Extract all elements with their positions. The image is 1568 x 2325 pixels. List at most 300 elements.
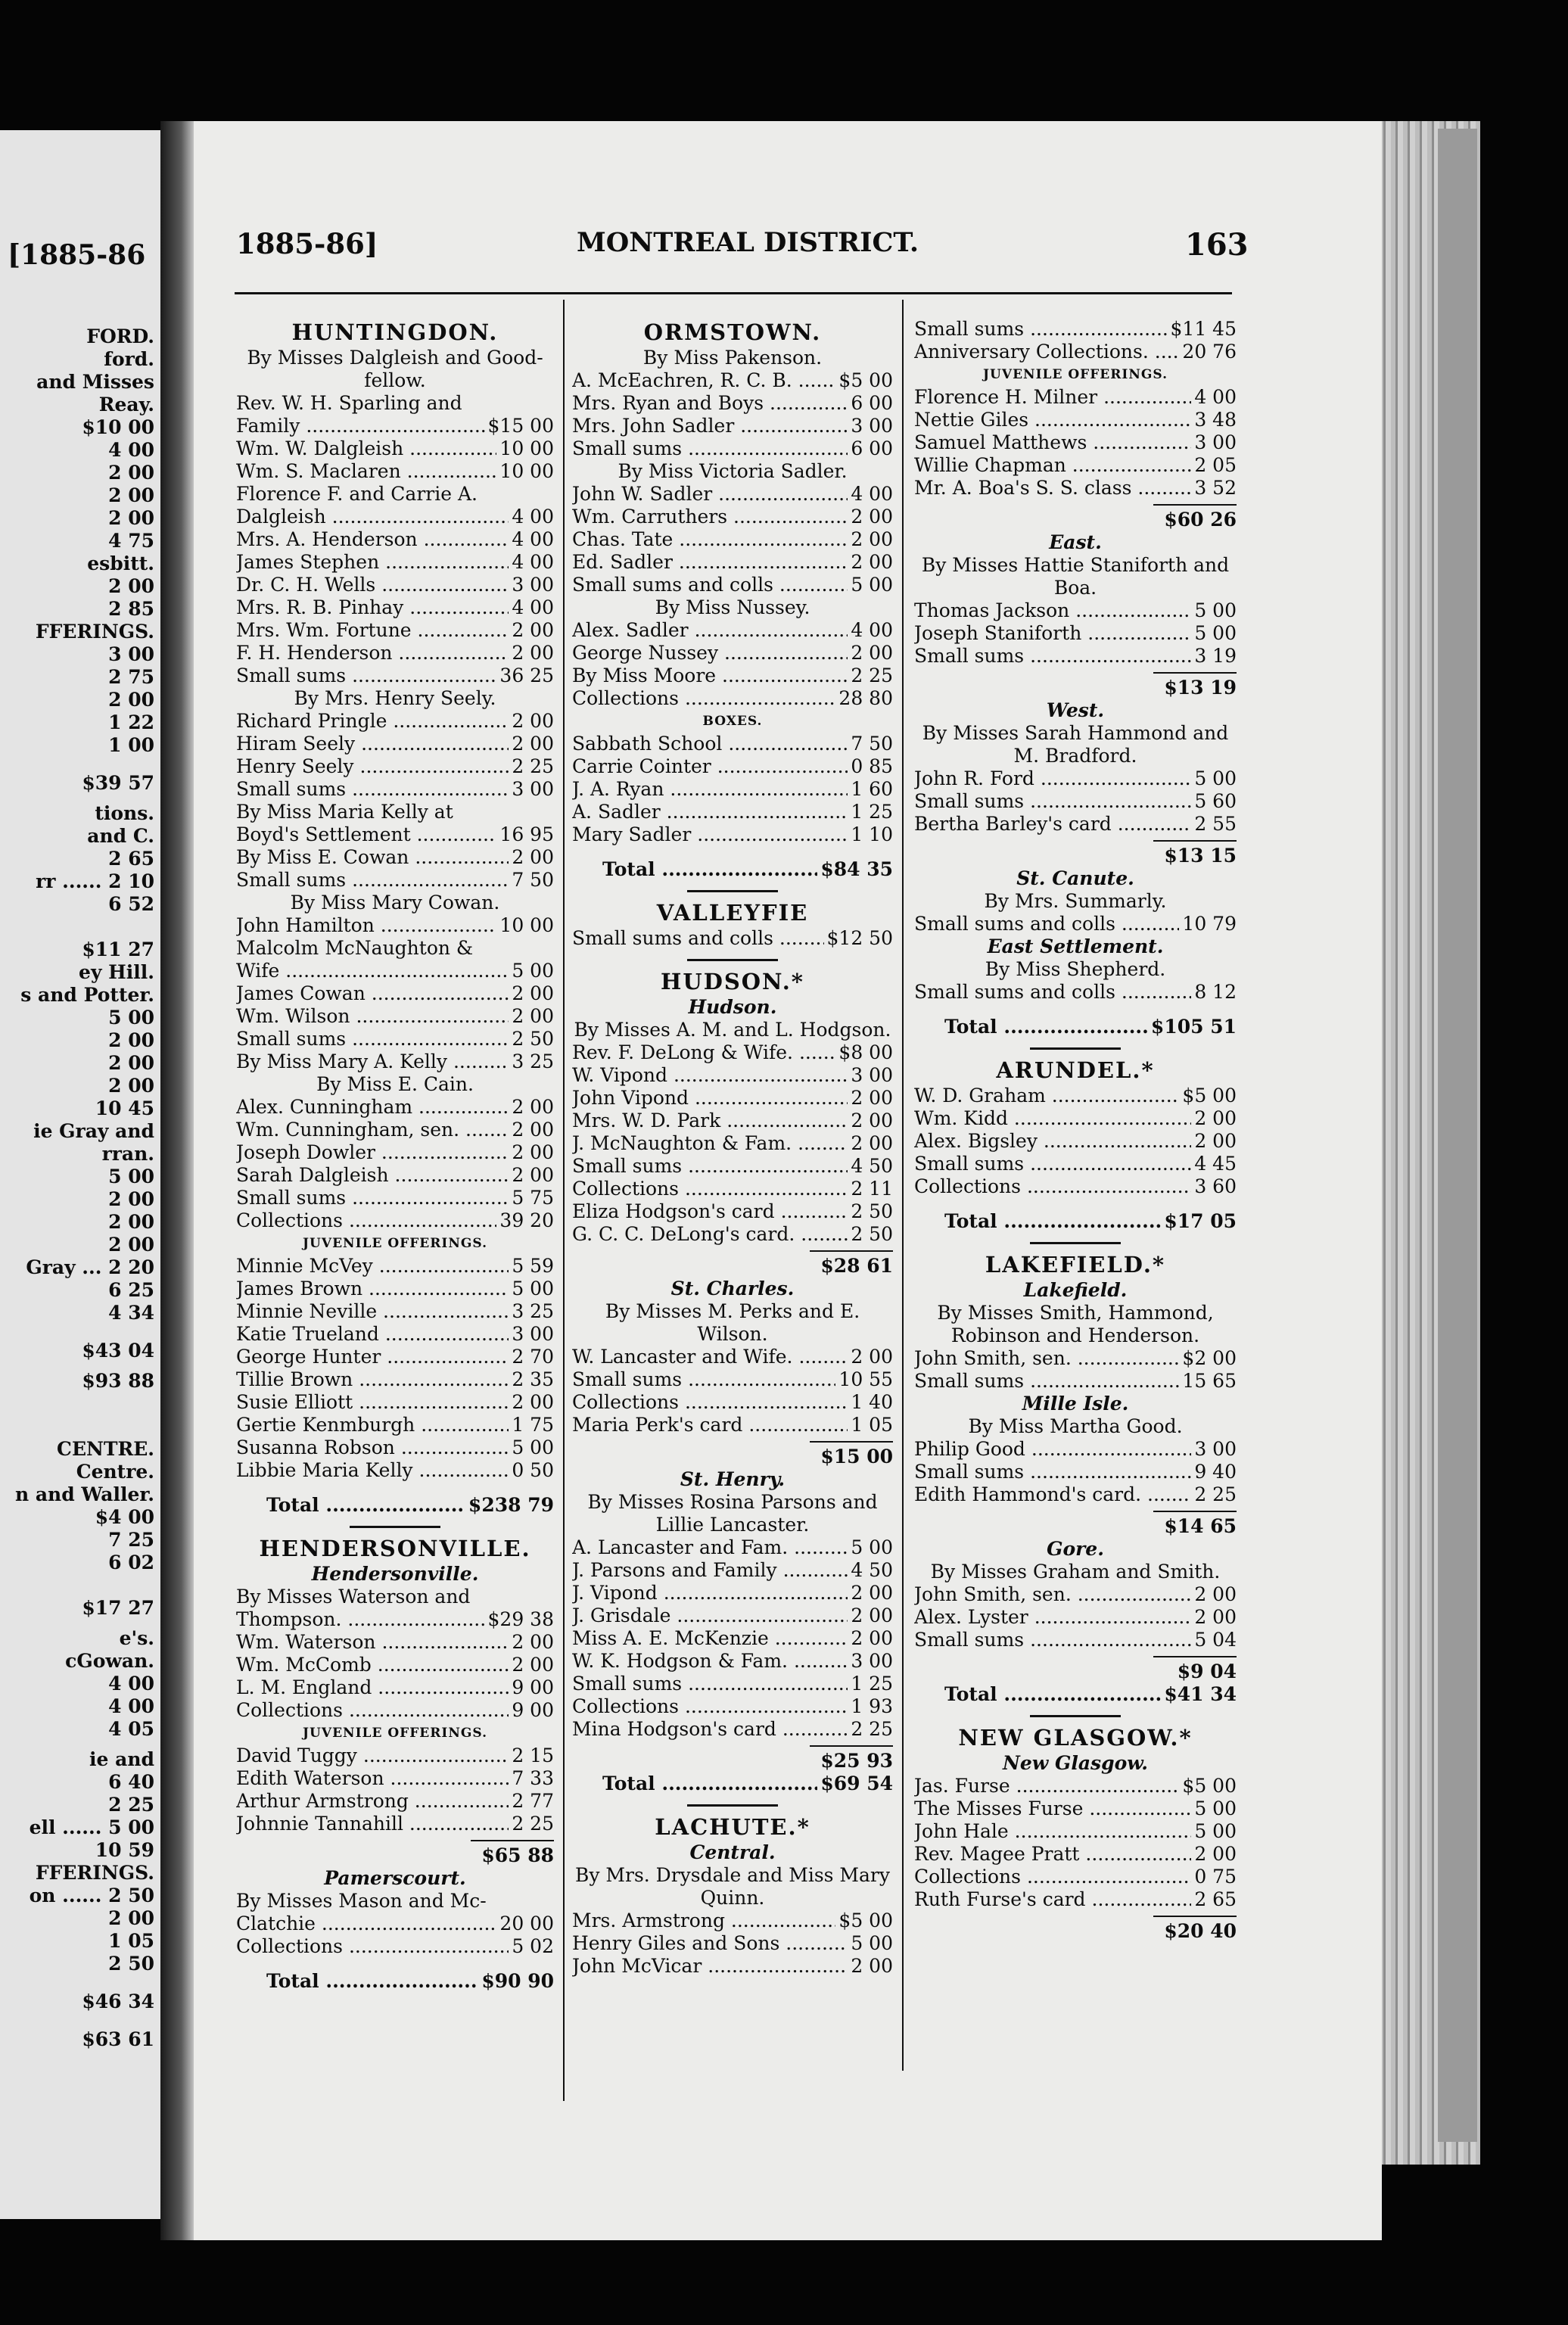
entry-row <box>572 642 893 665</box>
subtotal-amount: $28 61 <box>810 1250 893 1278</box>
entry-amount: 2 15 <box>512 1745 554 1766</box>
entry-amount: 9 00 <box>512 1699 554 1721</box>
entry-amount: 4 45 <box>1194 1153 1237 1175</box>
entry-row <box>914 477 1237 500</box>
entry-name: W. Vipond ..... <box>572 1064 848 1087</box>
entry-row <box>572 1178 893 1200</box>
entry-amount: 2 25 <box>851 1718 893 1740</box>
prev-page-text: $10 00 <box>82 416 154 438</box>
total-row <box>914 1210 1237 1233</box>
entry-name: Edith Hammond's card. ..... <box>914 1483 1191 1506</box>
prev-page-text: 2 00 <box>108 1188 154 1210</box>
total-amount: $17 05 <box>1164 1210 1237 1232</box>
entry-row <box>572 1604 893 1627</box>
entry-row <box>572 1391 893 1414</box>
entry-amount: 9 00 <box>512 1676 554 1698</box>
entry-name: F. H. Henderson ..... <box>236 642 509 665</box>
previous-page-fragment <box>0 130 163 2219</box>
entry-row <box>914 1130 1237 1153</box>
entry-name: David Tuggy ..... <box>236 1745 509 1767</box>
entry-name: Wm. W. Dalgleish ..... <box>236 437 496 460</box>
entry-amount: 7 50 <box>851 733 893 755</box>
entry-name: Nettie Giles ..... <box>914 409 1191 431</box>
entry-row <box>914 1085 1237 1107</box>
entry-name: Chas. Tate ..... <box>572 528 848 551</box>
entry-name: J. McNaughton & Fam. ..... <box>572 1132 848 1155</box>
entry-name: Sabbath School ..... <box>572 733 848 755</box>
section-heading: LACHUTE.* <box>655 1814 810 1840</box>
prev-page-text: $63 61 <box>82 2028 154 2050</box>
subsection-heading: Lakefield. <box>1023 1279 1128 1301</box>
entry-name: Small sums ..... <box>914 1461 1191 1483</box>
entry-amount: 2 00 <box>512 1141 554 1163</box>
subsection-heading: St. Henry. <box>680 1468 786 1490</box>
section-separator <box>1030 1715 1121 1717</box>
entry-name: W. Lancaster and Wife. ..... <box>572 1346 848 1368</box>
prev-page-text: 2 00 <box>108 575 154 597</box>
prev-page-text: 5 00 <box>108 1007 154 1029</box>
entry-row <box>236 665 554 687</box>
collector-line: By Miss Nussey. <box>655 596 810 618</box>
total-row <box>914 1683 1237 1706</box>
entry-name: Small sums ..... <box>914 1153 1191 1175</box>
entry-row <box>236 1790 554 1813</box>
entry-row <box>572 437 893 460</box>
entry-name: J. Grisdale ..... <box>572 1604 848 1627</box>
spacer <box>236 1482 554 1494</box>
prev-page-text: ford. <box>104 348 154 370</box>
entry-name: By Miss E. Cowan ..... <box>236 846 509 869</box>
entry-name: James Cowan ..... <box>236 982 509 1005</box>
entry-amount: 5 00 <box>1194 599 1237 621</box>
entry-name: Libbie Maria Kelly ..... <box>236 1459 509 1482</box>
entry-row <box>914 431 1237 454</box>
section-separator <box>350 1526 440 1528</box>
subtotal-amount: $15 00 <box>810 1441 893 1468</box>
subsection-heading: Hendersonville. <box>311 1563 479 1585</box>
entry-amount: 28 80 <box>838 687 893 709</box>
entry-name-line: Malcolm McNaughton & <box>236 937 474 959</box>
entry-name: Wm. Cunningham, sen. ..... <box>236 1119 509 1141</box>
entry-row <box>914 386 1237 409</box>
total-amount: $238 79 <box>468 1494 554 1516</box>
entry-row <box>236 1767 554 1790</box>
entry-amount: 1 25 <box>851 1673 893 1695</box>
entry-name: Minnie McVey ..... <box>236 1255 509 1278</box>
prev-page-text: ie and <box>89 1748 154 1770</box>
entry-row <box>572 1695 893 1718</box>
prev-page-text: 4 05 <box>108 1718 154 1740</box>
entry-row <box>236 1436 554 1459</box>
entry-amount: $2 00 <box>1182 1347 1237 1369</box>
entry-amount: 1 40 <box>851 1391 893 1413</box>
prev-page-text: $39 57 <box>82 772 154 794</box>
entry-name: Collections ..... <box>914 1175 1191 1198</box>
entry-amount: 0 75 <box>1194 1866 1237 1888</box>
entry-row <box>236 1096 554 1119</box>
entry-name: Small sums ..... <box>572 1673 848 1695</box>
prev-page-text: 2 00 <box>108 1075 154 1097</box>
entry-row <box>236 982 554 1005</box>
entry-amount: 10 55 <box>838 1368 893 1390</box>
collector-line: By Miss Pakenson. <box>642 347 823 369</box>
section-heading: HENDERSONVILLE. <box>259 1536 531 1561</box>
entry-name: Small sums ..... <box>914 1370 1179 1393</box>
entry-amount: 20 76 <box>1182 341 1237 363</box>
total-row <box>914 1016 1237 1038</box>
entry-amount: 2 00 <box>851 1627 893 1649</box>
total-label: Total ..... <box>914 1210 1161 1233</box>
prev-page-text: 2 85 <box>108 598 154 620</box>
prev-page-text: esbitt. <box>87 552 154 574</box>
entry-row <box>236 778 554 801</box>
total-amount: $84 35 <box>820 858 893 880</box>
entry-row <box>572 1650 893 1673</box>
prev-page-text: 10 45 <box>95 1097 154 1119</box>
entry-name-line: By Miss Maria Kelly at <box>236 801 453 823</box>
entry-name: Johnnie Tannahill ..... <box>236 1813 509 1835</box>
entry-amount: 2 00 <box>851 642 893 664</box>
entry-row <box>236 1141 554 1164</box>
prev-page-text: n and Waller. <box>14 1483 154 1505</box>
entry-row <box>572 1041 893 1064</box>
header-rule <box>235 292 1232 294</box>
collector-line: By Misses Hattie Staniforth and Boa. <box>921 554 1230 599</box>
entry-amount: $5 00 <box>1182 1775 1237 1797</box>
entry-amount: 2 11 <box>851 1178 893 1200</box>
entry-name-line: By Misses Mason and Mc- <box>236 1890 487 1912</box>
prev-page-text: 6 40 <box>108 1771 154 1793</box>
entry-row <box>914 645 1237 668</box>
prev-page-text: Centre. <box>76 1461 154 1483</box>
prev-page-text: 2 25 <box>108 1794 154 1816</box>
entry-row <box>572 1368 893 1391</box>
entry-row <box>236 1005 554 1028</box>
entry-amount: 4 50 <box>851 1559 893 1581</box>
entry-name: Collections ..... <box>572 1391 848 1414</box>
section-heading: LAKEFIELD.* <box>985 1252 1166 1278</box>
entry-row <box>572 1132 893 1155</box>
entry-amount: 4 00 <box>1194 386 1237 408</box>
entry-row <box>572 1559 893 1582</box>
entry-amount: 4 00 <box>512 596 554 618</box>
entry-name: Tillie Brown ..... <box>236 1368 509 1391</box>
entry-name: Mr. A. Boa's S. S. class ..... <box>914 477 1191 500</box>
entry-row <box>236 733 554 755</box>
entry-name: Henry Seely ..... <box>236 755 509 778</box>
prev-page-text: 4 34 <box>108 1302 154 1324</box>
collector-line: By Misses Smith, Hammond, Robinson and Henderson. <box>937 1302 1214 1346</box>
entry-row <box>572 755 893 778</box>
entry-amount: $11 45 <box>1170 318 1237 340</box>
entry-name: Mrs. Wm. Fortune ..... <box>236 619 509 642</box>
total-amount: $90 90 <box>481 1970 554 1992</box>
collector-line: By Misses Graham and Smith. <box>930 1561 1221 1583</box>
entry-amount: 2 65 <box>1194 1888 1237 1910</box>
entry-amount: 2 25 <box>1194 1483 1237 1505</box>
entry-amount: 2 00 <box>851 1955 893 1977</box>
entry-row <box>236 846 554 869</box>
prev-page-text: $11 27 <box>82 938 154 960</box>
book-spine <box>160 121 195 2240</box>
entry-name: Edith Waterson ..... <box>236 1767 509 1790</box>
entry-amount: 5 00 <box>512 960 554 982</box>
prev-page-text: FFERINGS. <box>35 1862 154 1884</box>
entry-name: Collections ..... <box>236 1209 496 1232</box>
entry-name: John Hamilton ..... <box>236 914 496 937</box>
entry-name: Maria Perk's card ..... <box>572 1414 848 1436</box>
entry-row <box>236 1676 554 1699</box>
entry-name: Small sums and colls ..... <box>914 981 1191 1004</box>
entry-name: Mrs. Ryan and Boys ..... <box>572 392 848 415</box>
entry-row <box>572 1087 893 1110</box>
section-heading: ORMSTOWN. <box>643 319 822 345</box>
entry-amount: 2 05 <box>1194 454 1237 476</box>
entry-row <box>236 1391 554 1414</box>
entry-row <box>572 369 893 392</box>
prev-page-text: and Misses <box>36 371 154 393</box>
entry-name: James Brown ..... <box>236 1278 509 1300</box>
subtotal-amount: $25 93 <box>810 1745 893 1773</box>
entry-amount: 2 00 <box>512 642 554 664</box>
entry-amount: 2 00 <box>851 1582 893 1604</box>
subsection-heading: Central. <box>689 1841 776 1863</box>
entry-amount: 4 00 <box>512 551 554 573</box>
entry-row <box>572 483 893 506</box>
prev-page-text: $46 34 <box>82 1990 154 2012</box>
section-separator <box>687 1804 778 1807</box>
subtotal-amount: $20 40 <box>1153 1916 1237 1943</box>
entry-name: Alex. Cunningham ..... <box>236 1096 509 1119</box>
entry-name: John Vipond ..... <box>572 1087 848 1110</box>
entry-amount: 10 00 <box>499 914 554 936</box>
entry-name: W. D. Graham ..... <box>914 1085 1179 1107</box>
entry-amount: 6 00 <box>851 437 893 459</box>
entry-name: Wm. Carruthers ..... <box>572 506 848 528</box>
entry-name: James Stephen ..... <box>236 551 509 574</box>
entry-name: Wm. Kidd ..... <box>914 1107 1191 1130</box>
entry-amount: 3 00 <box>512 778 554 800</box>
column-2 <box>572 318 893 1978</box>
entry-name: Collections ..... <box>914 1866 1191 1888</box>
entry-row <box>914 1483 1237 1506</box>
entry-name: Small sums and colls ..... <box>914 913 1179 935</box>
entry-row <box>914 622 1237 645</box>
entry-amount: 2 00 <box>512 1119 554 1141</box>
entry-name: Henry Giles and Sons ..... <box>572 1932 848 1955</box>
entry-name: Anniversary Collections. ..... <box>914 341 1179 363</box>
entry-amount: 2 70 <box>512 1346 554 1368</box>
entry-name: Alex. Bigsley ..... <box>914 1130 1191 1153</box>
entry-row <box>236 1187 554 1209</box>
entry-amount: 2 00 <box>1194 1107 1237 1129</box>
entry-amount: 1 25 <box>851 801 893 823</box>
spacer <box>914 1198 1237 1210</box>
entry-amount: 4 00 <box>851 483 893 505</box>
entry-row <box>914 599 1237 622</box>
entry-row <box>572 551 893 574</box>
prev-page-text: and C. <box>87 825 154 847</box>
prev-page-text: 2 75 <box>108 666 154 688</box>
spacer <box>914 1004 1237 1016</box>
entry-amount: 3 00 <box>1194 431 1237 453</box>
prev-page-text: 6 02 <box>108 1552 154 1573</box>
prev-page-text: 2 50 <box>108 1953 154 1975</box>
entry-name: Clatchie ..... <box>236 1913 496 1935</box>
entry-name: Family ..... <box>236 415 485 437</box>
entry-amount: 2 00 <box>851 1110 893 1131</box>
prev-page-text: 2 00 <box>108 462 154 484</box>
entry-amount: 2 00 <box>512 1654 554 1676</box>
entry-amount: 2 00 <box>851 1346 893 1368</box>
entry-amount: 5 00 <box>1194 622 1237 644</box>
entry-row <box>236 1323 554 1346</box>
prev-page-text: 2 00 <box>108 1029 154 1051</box>
subsection-heading: East Settlement. <box>987 935 1164 957</box>
entry-amount: 5 00 <box>1194 1820 1237 1842</box>
subtotal-amount: $9 04 <box>1153 1656 1237 1683</box>
prev-page-text: 1 00 <box>108 734 154 756</box>
column-divider <box>902 300 904 2071</box>
entry-row <box>572 415 893 437</box>
entry-name: Ruth Furse's card ..... <box>914 1888 1191 1911</box>
entry-name: Mrs. John Sadler ..... <box>572 415 848 437</box>
entry-row <box>236 1699 554 1722</box>
entry-amount: 5 00 <box>1194 767 1237 789</box>
entry-name: J. A. Ryan ..... <box>572 778 848 801</box>
entry-name: Mrs. W. D. Park ..... <box>572 1110 848 1132</box>
prev-page-text: FORD. <box>86 325 154 347</box>
entry-name: Collections ..... <box>572 1178 848 1200</box>
entry-amount: $5 00 <box>838 1909 893 1931</box>
entry-amount: 20 00 <box>499 1913 554 1934</box>
entry-row <box>236 506 554 528</box>
entry-amount: 7 33 <box>512 1767 554 1789</box>
total-row <box>572 1773 893 1795</box>
prev-page-text: 2 00 <box>108 1052 154 1074</box>
entry-amount: 2 00 <box>512 733 554 755</box>
entry-name: Small sums ..... <box>572 1368 835 1391</box>
entry-row <box>914 341 1237 363</box>
entry-row <box>572 528 893 551</box>
entry-name: Boyd's Settlement ..... <box>236 823 496 846</box>
entry-row <box>914 981 1237 1004</box>
entry-amount: 36 25 <box>499 665 554 686</box>
entry-row <box>572 392 893 415</box>
collector-line: By Miss Victoria Sadler. <box>618 460 848 482</box>
entry-amount: 5 75 <box>512 1187 554 1209</box>
entry-amount: 3 00 <box>1194 1438 1237 1460</box>
subsection-heading: Pamerscourt. <box>324 1867 466 1889</box>
entry-amount: 10 00 <box>499 460 554 482</box>
entry-row <box>572 801 893 823</box>
entry-name: Mrs. Armstrong ..... <box>572 1909 835 1932</box>
entry-amount: 1 60 <box>851 778 893 800</box>
entry-amount: 0 85 <box>851 755 893 777</box>
entry-row <box>236 823 554 846</box>
entry-amount: 5 04 <box>1194 1629 1237 1651</box>
entry-amount: 2 00 <box>512 1391 554 1413</box>
entry-amount: 2 50 <box>851 1223 893 1245</box>
entry-amount: 2 00 <box>512 1005 554 1027</box>
entry-amount: 5 02 <box>512 1935 554 1957</box>
section-heading: HUNTINGDON. <box>291 319 499 345</box>
entry-amount: 2 25 <box>851 665 893 686</box>
prev-page-text: 2 00 <box>108 507 154 529</box>
collector-line: By Miss Mary Cowan. <box>290 892 500 914</box>
entry-amount: 5 00 <box>851 574 893 596</box>
entry-amount: 2 00 <box>512 846 554 868</box>
subtotal-amount: $13 15 <box>1153 840 1237 867</box>
entry-row <box>236 1631 554 1654</box>
prev-page-text: 2 00 <box>108 484 154 506</box>
prev-page-text: ey Hill. <box>79 961 154 983</box>
category-heading: JUVENILE OFFERINGS. <box>303 1236 487 1251</box>
entry-name: Wife ..... <box>236 960 509 982</box>
entry-row <box>914 813 1237 836</box>
total-amount: $105 51 <box>1150 1016 1237 1038</box>
entry-name: Collections ..... <box>236 1935 509 1958</box>
subsection-heading: St. Canute. <box>1016 867 1134 889</box>
entry-row <box>236 1255 554 1278</box>
prev-page-text: 10 59 <box>95 1839 154 1861</box>
entry-row <box>914 1888 1237 1911</box>
prev-page-text: e's. <box>119 1627 154 1649</box>
entry-row <box>572 1200 893 1223</box>
prev-page-text: FFERINGS. <box>35 621 154 643</box>
entry-row <box>914 913 1237 935</box>
entry-name: Arthur Armstrong ..... <box>236 1790 509 1813</box>
prev-page-text: Reay. <box>98 394 154 416</box>
entry-amount: 2 00 <box>1194 1606 1237 1628</box>
prev-page-text: Gray ... 2 20 <box>26 1256 154 1278</box>
entry-name: J. Parsons and Family ..... <box>572 1559 848 1582</box>
entry-name: The Misses Furse ..... <box>914 1797 1191 1820</box>
entry-name: Alex. Lyster ..... <box>914 1606 1191 1629</box>
entry-row <box>914 1843 1237 1866</box>
entry-name: John R. Ford ..... <box>914 767 1191 790</box>
spacer <box>572 846 893 858</box>
prev-page-text: on ...... 2 50 <box>29 1885 154 1906</box>
entry-row <box>236 960 554 982</box>
entry-name: Bertha Barley's card ..... <box>914 813 1191 836</box>
entry-name: George Hunter ..... <box>236 1346 509 1368</box>
prev-page-text: 3 00 <box>108 643 154 665</box>
total-row <box>572 858 893 881</box>
spacer <box>236 1958 554 1970</box>
entry-row <box>572 1909 893 1932</box>
subsection-heading: East. <box>1049 531 1102 553</box>
subsection-heading: New Glasgow. <box>1003 1752 1148 1774</box>
entry-amount: 4 00 <box>512 528 554 550</box>
entry-name: Willie Chapman ..... <box>914 454 1191 477</box>
entry-row <box>572 619 893 642</box>
entry-name: Dr. C. H. Wells ..... <box>236 574 509 596</box>
entry-name: Small sums ..... <box>914 318 1168 341</box>
header-year: 1885-86] <box>236 227 378 260</box>
entry-row <box>236 1346 554 1368</box>
entry-name: L. M. England ..... <box>236 1676 509 1699</box>
entry-row <box>914 767 1237 790</box>
prev-page-text: 6 25 <box>108 1279 154 1301</box>
entry-amount: $5 00 <box>838 369 893 391</box>
column-1 <box>236 318 554 1993</box>
entry-amount: 1 10 <box>851 823 893 845</box>
category-heading: JUVENILE OFFERINGS. <box>983 367 1168 382</box>
entry-amount: 7 50 <box>512 869 554 891</box>
entry-amount: 2 00 <box>512 1631 554 1653</box>
prev-page-text: $4 00 <box>95 1506 154 1528</box>
